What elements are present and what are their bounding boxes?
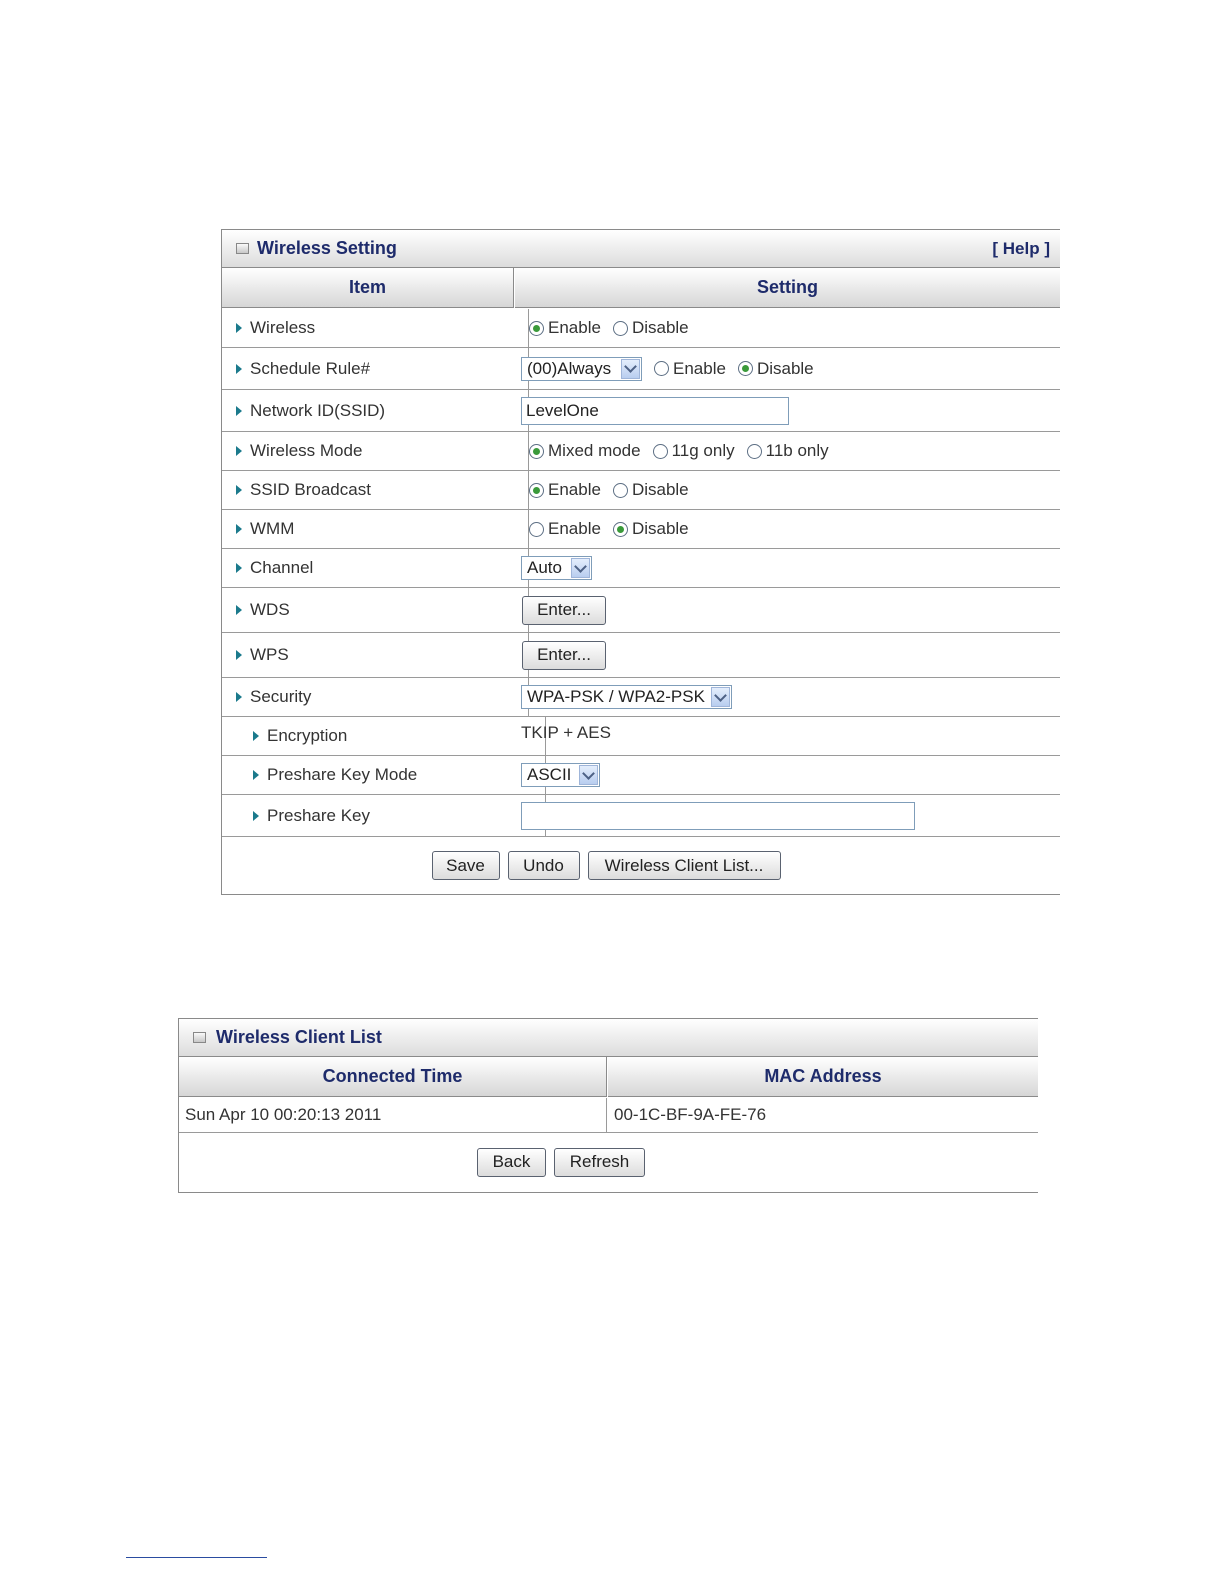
label-preshare-key-mode: Preshare Key Mode (267, 765, 418, 784)
setting-cell (515, 549, 1060, 587)
column-header-mac-address: MAC Address (608, 1057, 1038, 1097)
label-wps: WPS (250, 645, 289, 664)
arrow-icon (236, 563, 242, 573)
mac-address-cell: 00-1C-BF-9A-FE-76 (614, 1105, 767, 1124)
radio-wireless-disable[interactable] (613, 318, 689, 338)
item-cell (222, 795, 546, 836)
radio-unselected-icon (613, 321, 628, 336)
radio-schedule-disable[interactable] (738, 359, 814, 379)
setting-cell (515, 510, 1060, 548)
row-wireless-mode (222, 432, 1060, 471)
column-header-item: Item (222, 268, 514, 308)
select-value: ASCII (527, 765, 572, 784)
row-wds (222, 588, 1060, 633)
item-cell (222, 510, 529, 548)
radio-broadcast-disable[interactable] (613, 480, 689, 500)
setting-cell (515, 678, 1060, 716)
panel-icon (236, 243, 249, 254)
select-value: WPA-PSK / WPA2-PSK (527, 687, 705, 706)
label-schedule-rule: Schedule Rule# (250, 358, 371, 378)
preshare-key-input[interactable] (521, 802, 915, 830)
connected-time-cell: Sun Apr 10 00:20:13 2011 (179, 1098, 607, 1132)
ssid-input[interactable]: LevelOne (521, 397, 789, 425)
panel-title: Wireless Client List (216, 1027, 382, 1047)
item-cell (222, 588, 529, 632)
radio-wireless-enable[interactable] (529, 318, 601, 338)
row-wmm (222, 510, 1060, 549)
label-wds: WDS (250, 600, 290, 619)
radio-unselected-icon (529, 522, 544, 537)
back-button[interactable]: Back (477, 1148, 546, 1177)
chevron-down-icon[interactable] (711, 687, 730, 707)
arrow-icon (236, 446, 242, 456)
item-cell (222, 678, 529, 716)
security-select[interactable] (521, 685, 732, 709)
wireless-setting-panel (221, 229, 1060, 895)
row-channel (222, 549, 1060, 588)
column-header-setting: Setting (515, 268, 1060, 308)
setting-cell (515, 588, 1060, 632)
setting-cell (515, 756, 1060, 794)
arrow-icon (236, 485, 242, 495)
row-encryption (222, 717, 1060, 756)
radio-label: Enable (673, 358, 726, 378)
radio-unselected-icon (747, 444, 762, 459)
label-channel: Channel (250, 558, 314, 577)
radio-label: Disable (631, 480, 689, 499)
radio-label: Enable (548, 519, 601, 538)
radio-unselected-icon (653, 444, 668, 459)
radio-unselected-icon (613, 483, 628, 498)
row-preshare-key (222, 795, 1060, 837)
label-wmm: WMM (250, 519, 295, 538)
radio-unselected-icon (654, 361, 669, 376)
wireless-setting-actions (222, 837, 1060, 894)
label-wireless: Wireless (250, 318, 316, 337)
arrow-icon (253, 731, 259, 741)
item-cell (222, 549, 529, 587)
radio-label: Enable (548, 480, 601, 499)
radio-label: Disable (631, 519, 689, 538)
wireless-client-list-button[interactable]: Wireless Client List... (588, 851, 781, 880)
table-row (179, 1098, 1038, 1133)
encryption-value: TKIP + AES (521, 723, 611, 742)
radio-selected-icon (529, 483, 544, 498)
wds-enter-button[interactable]: Enter... (522, 596, 606, 625)
wireless-client-list-panel (178, 1018, 1038, 1193)
label-preshare-key: Preshare Key (267, 805, 370, 825)
radio-wmm-enable[interactable] (529, 519, 601, 539)
radio-selected-icon (613, 522, 628, 537)
row-wireless (222, 309, 1060, 348)
save-button[interactable]: Save (432, 851, 500, 880)
row-schedule-rule (222, 348, 1060, 390)
column-header-connected-time: Connected Time (179, 1057, 607, 1097)
radio-broadcast-enable[interactable] (529, 480, 601, 500)
radio-label: 11b only (765, 441, 829, 460)
help-link[interactable]: [ Help ] (992, 239, 1050, 258)
select-value: Auto (527, 558, 562, 577)
undo-button[interactable]: Undo (508, 851, 580, 880)
radio-schedule-enable[interactable] (654, 359, 726, 379)
radio-label: Enable (548, 318, 601, 337)
arrow-icon (236, 605, 242, 615)
label-ssid-broadcast: SSID Broadcast (250, 480, 371, 499)
item-cell (222, 348, 529, 389)
arrow-icon (236, 650, 242, 660)
row-wps (222, 633, 1060, 678)
row-ssid (222, 390, 1060, 432)
label-encryption: Encryption (267, 726, 348, 745)
select-value: (00)Always (527, 358, 612, 378)
arrow-icon (236, 406, 242, 416)
radio-mode-mixed[interactable] (529, 441, 641, 461)
footnote-divider (126, 1557, 267, 1558)
radio-label: Disable (756, 358, 814, 378)
label-security: Security (250, 687, 312, 706)
panel-icon (193, 1032, 206, 1043)
item-cell (222, 432, 529, 470)
row-ssid-broadcast (222, 471, 1060, 510)
preshare-key-mode-select[interactable] (521, 763, 600, 787)
setting-cell (515, 309, 1060, 347)
item-cell (222, 717, 546, 755)
radio-label: Disable (631, 318, 689, 337)
chevron-down-icon[interactable] (579, 765, 598, 785)
chevron-down-icon[interactable] (571, 558, 590, 578)
wps-enter-button[interactable]: Enter... (522, 641, 606, 670)
arrow-icon (236, 364, 242, 374)
setting-cell (515, 471, 1060, 509)
setting-cell (515, 633, 1060, 677)
label-ssid: Network ID(SSID) (250, 400, 386, 420)
panel-title: Wireless Setting (257, 238, 397, 258)
setting-cell (515, 432, 1060, 470)
item-cell (222, 471, 529, 509)
chevron-down-icon[interactable] (621, 359, 640, 379)
row-security (222, 678, 1060, 717)
radio-selected-icon (529, 321, 544, 336)
arrow-icon (253, 811, 259, 821)
setting-cell (515, 390, 1060, 431)
channel-select[interactable] (521, 556, 592, 580)
setting-cell (515, 348, 1060, 389)
arrow-icon (236, 692, 242, 702)
setting-cell (515, 795, 1060, 836)
item-cell (222, 756, 546, 794)
panel-title-bar (179, 1019, 1038, 1057)
schedule-rule-select[interactable] (521, 357, 642, 381)
row-preshare-key-mode (222, 756, 1060, 795)
item-cell (222, 309, 529, 347)
radio-selected-icon (738, 361, 753, 376)
panel-title-bar (222, 230, 1060, 268)
radio-wmm-disable[interactable] (613, 519, 689, 539)
radio-mode-11b[interactable] (747, 441, 829, 461)
item-cell (222, 633, 529, 677)
arrow-icon (253, 770, 259, 780)
radio-label: 11g only (671, 441, 735, 460)
item-cell (222, 390, 529, 431)
client-list-actions (179, 1133, 1038, 1191)
refresh-button[interactable]: Refresh (554, 1148, 645, 1177)
radio-mode-11g[interactable] (653, 441, 735, 461)
setting-cell (515, 717, 1060, 755)
radio-selected-icon (529, 444, 544, 459)
arrow-icon (236, 323, 242, 333)
label-wireless-mode: Wireless Mode (250, 441, 363, 460)
arrow-icon (236, 524, 242, 534)
radio-label: Mixed mode (548, 441, 641, 460)
